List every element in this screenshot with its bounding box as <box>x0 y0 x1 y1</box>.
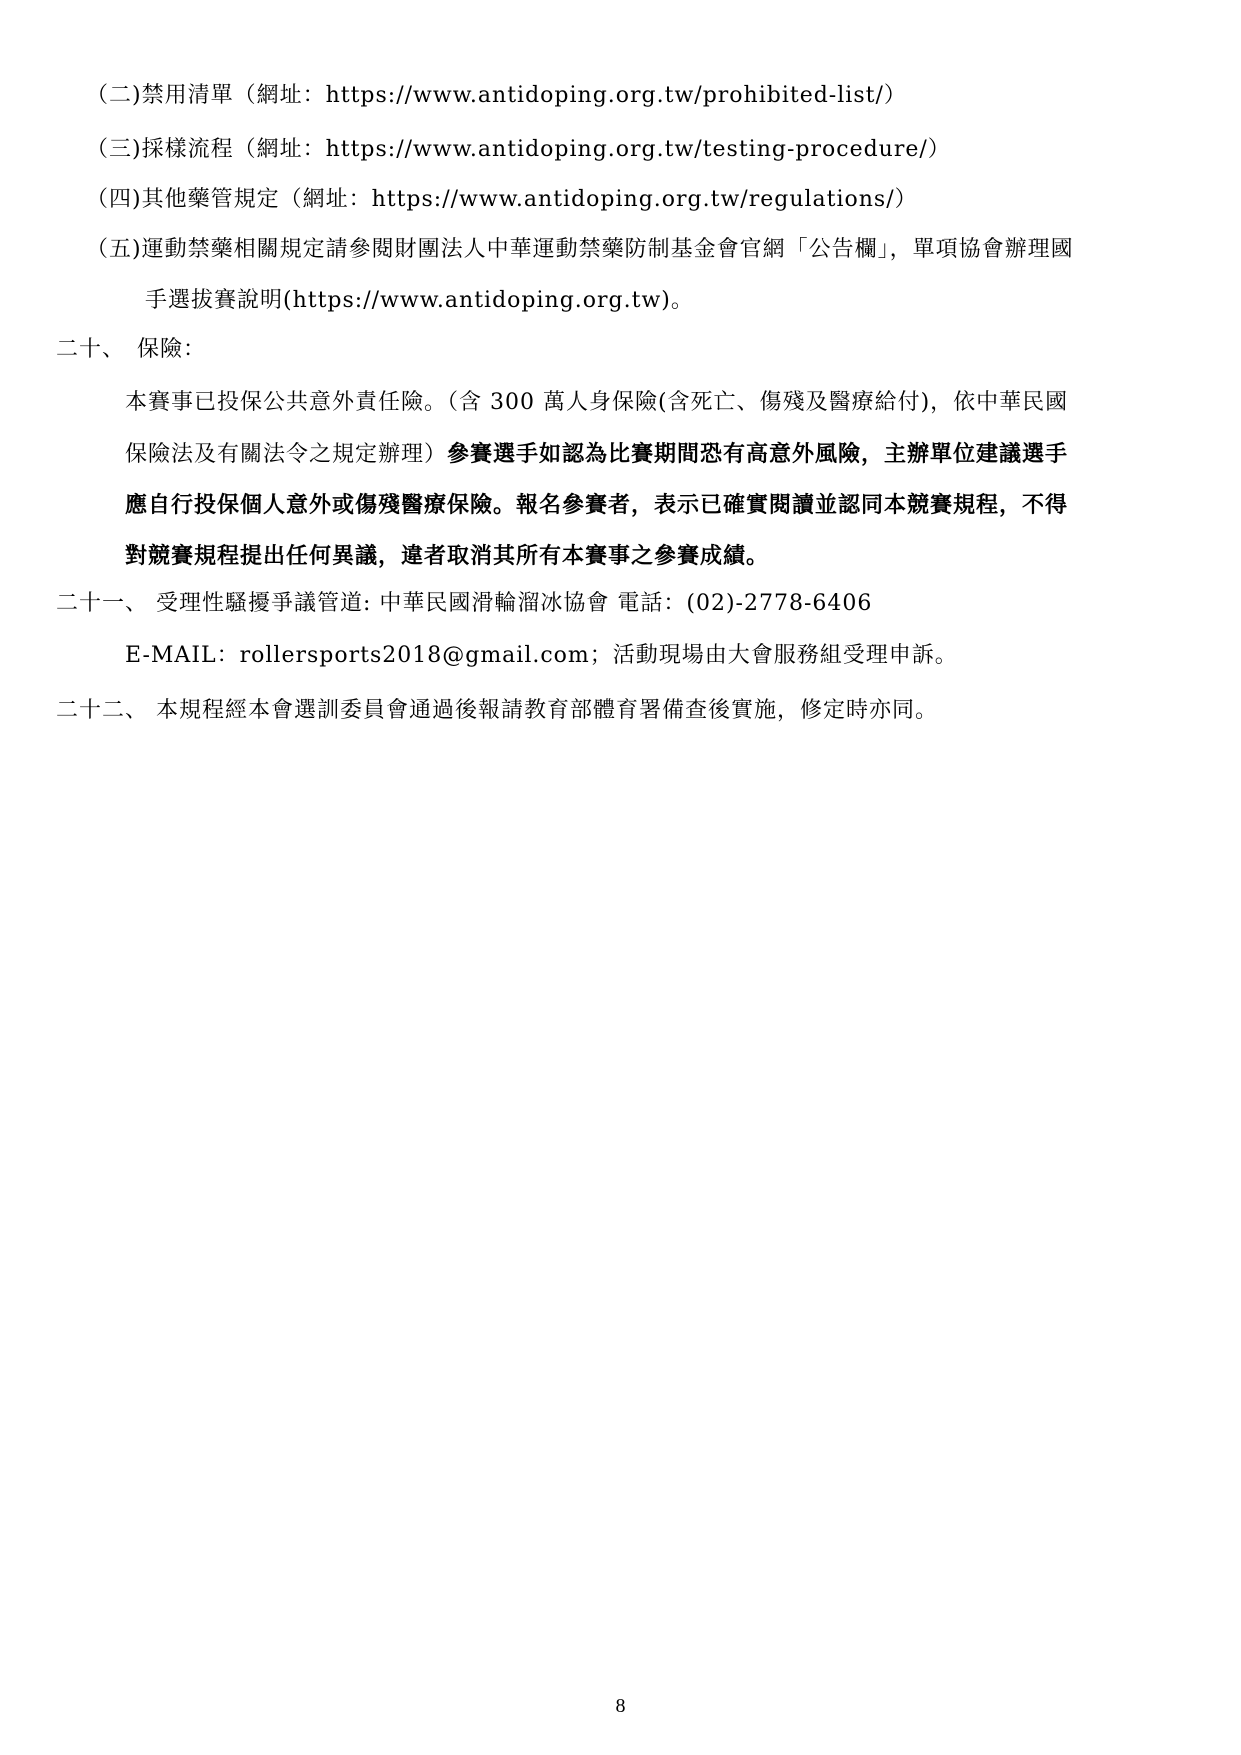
doping-item-testing-procedure: （三)採樣流程（網址：https://www.antidoping.org.tw/testing-procedure/） <box>86 137 951 162</box>
page-number: 8 <box>615 1695 626 1717</box>
section-20-line3: 應自行投保個人意外或傷殘醫療保險。報名參賽者，表示已確實閱讀並認同本競賽規程，不得 <box>125 492 1069 518</box>
section-21-heading: 二十一、 受理性騷擾爭議管道: 中華民國滑輪溜冰協會 電話：(02)-2778-6406 <box>56 591 873 616</box>
section-20-line1: 本賽事已投保公共意外責任險。（含 300 萬人身保險(含死亡、傷殘及醫療給付)，依中華民國 <box>125 390 1069 415</box>
section-20-line2 <box>125 440 1068 469</box>
section-20-line4: 對競賽規程提出任何異議，違者取消其所有本賽事之參賽成績。 <box>125 543 770 569</box>
section-20-line2-normal: 保險法及有關法令之規定辦理） <box>125 442 448 467</box>
doping-item-announcements-line2: 手選拔賽說明(https://www.antidoping.org.tw)。 <box>145 288 694 313</box>
section-20-heading: 二十、 保險： <box>56 337 207 362</box>
section-21-email-line: E-MAIL：rollersports2018@gmail.com；活動現場由大會服務組受理申訴。 <box>125 643 958 668</box>
doping-item-prohibited-list: （二)禁用清單（網址：https://www.antidoping.org.tw/prohibited-list/） <box>86 83 907 108</box>
section-20-line2-bold: 參賽選手如認為比賽期間恐有高意外風險，主辦單位建議選手 <box>447 441 1069 467</box>
doping-item-regulations: （四)其他藥管規定（網址：https://www.antidoping.org.tw/regulations/） <box>86 187 918 212</box>
section-22-text: 二十二、 本規程經本會選訓委員會通過後報請教育部體育署備查後實施，修定時亦同。 <box>56 698 938 723</box>
doping-item-announcements-line1: （五)運動禁藥相關規定請參閱財團法人中華運動禁藥防制基金會官網「公告欄」，單項協會辦理國 <box>86 237 1074 262</box>
